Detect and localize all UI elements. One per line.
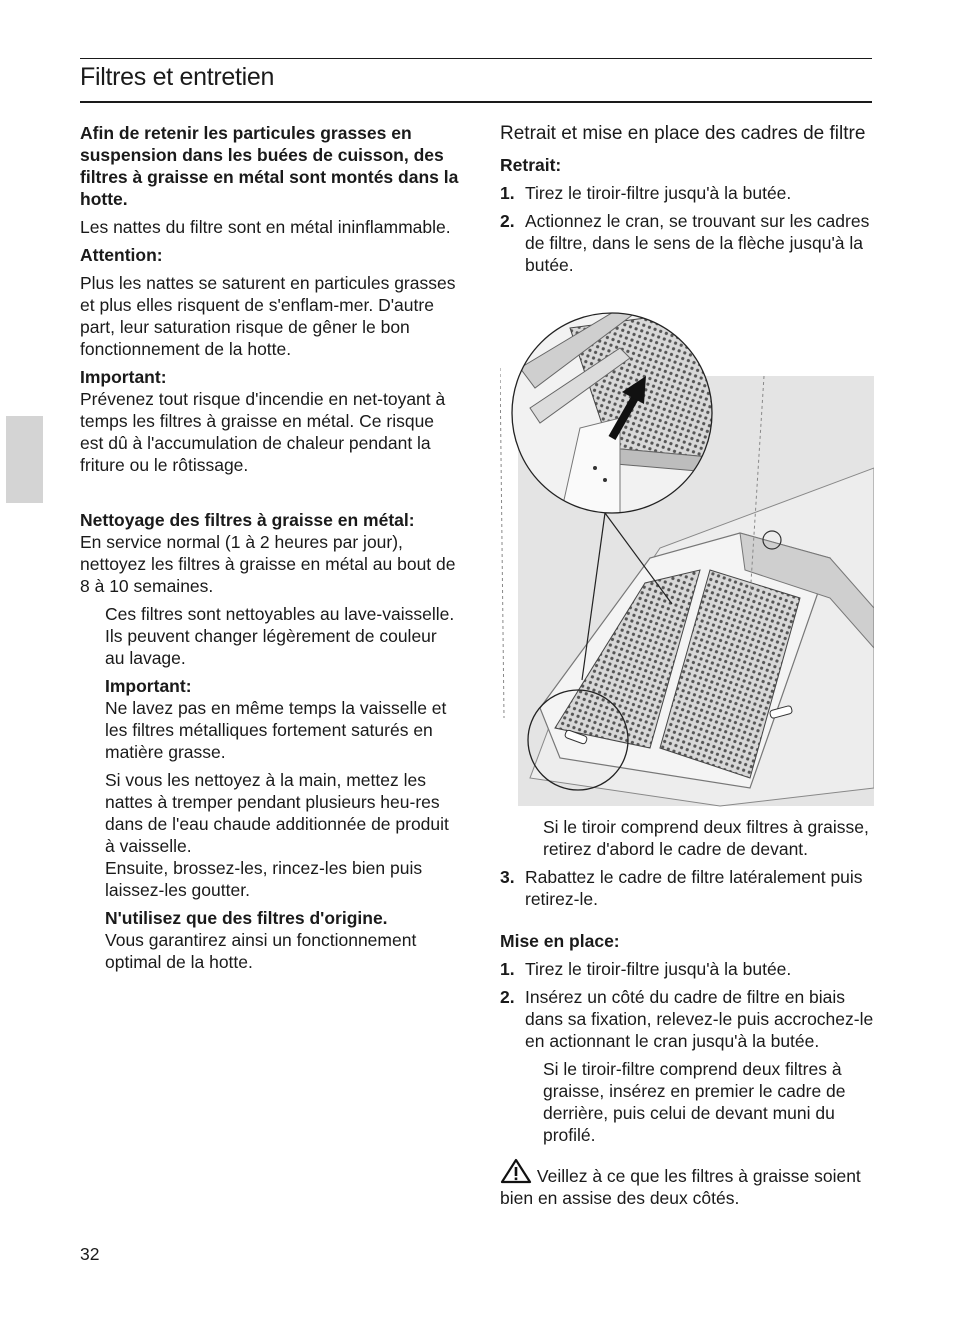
- filter-removal-illustration: [500, 308, 874, 810]
- right-column-lower: [500, 816, 875, 1209]
- removal-label: Retrait:: [500, 155, 562, 175]
- step-text: Tirez le tiroir-filtre jusqu'à la butée.: [525, 959, 792, 979]
- right-column: [500, 122, 875, 276]
- hand-wash-text: Si vous les nettoyez à la main, mettez les nattes à tremper pendant plusieurs heu-res dans de l'eau chaude additionnée de produit à vaisselle.: [105, 770, 449, 856]
- install-label: Mise en place:: [500, 931, 620, 951]
- page-number: 32: [80, 1244, 100, 1264]
- warning-paragraph: [500, 1158, 875, 1209]
- cleaning-text: En service normal (1 à 2 heures par jour), nettoyez les filtres à graisse en métal au bout de 8 à 10 semaines.: [80, 532, 456, 596]
- step-number: 2.: [500, 211, 515, 231]
- important-label: Important:: [80, 367, 167, 387]
- important-text: Prévenez tout risque d'incendie en net-toyant à temps les filtres à graisse en métal. Ce risque est dû à l'accumulation de chaleur pendant la friture ou le rôtissage.: [80, 389, 446, 475]
- hand-wash-rinse-text: Ensuite, brossez-les, rincez-les bien puis laissez-les goutter.: [105, 858, 423, 900]
- intro-text: Les nattes du filtre sont en métal ininflammable.: [80, 217, 451, 237]
- step-text: Rabattez le cadre de filtre latéralement puis retirez-le.: [525, 867, 863, 909]
- warning-text: Veillez à ce que les filtres à graisse soient bien en assise des deux côtés.: [500, 1166, 861, 1208]
- removal-note: Si le tiroir comprend deux filtres à graisse, retirez d'abord le cadre de devant.: [543, 817, 869, 859]
- dishwasher-text: Ces filtres sont nettoyables au lave-vaisselle.: [105, 604, 455, 624]
- original-filters-label: N'utilisez que des filtres d'origine.: [105, 908, 388, 928]
- install-note: Si le tiroir-filtre comprend deux filtres à graisse, insérez en premier le cadre de derrière, puis celui de devant muni du profilé.: [543, 1059, 846, 1145]
- original-filters-text: Vous garantirez ainsi un fonctionnement optimal de la hotte.: [105, 930, 417, 972]
- header-rule-bottom: [80, 101, 872, 103]
- step-text: Tirez le tiroir-filtre jusqu'à la butée.: [525, 183, 792, 203]
- cleaning-label: Nettoyage des filtres à graisse en métal:: [80, 510, 415, 530]
- page-title: Filtres et entretien: [80, 63, 275, 91]
- section-tab-marker: [6, 416, 43, 503]
- important-text-2: Ne lavez pas en même temps la vaisselle et les filtres métalliques fortement saturés en matière grasse.: [105, 698, 447, 762]
- install-step-1: [500, 958, 875, 980]
- header-rule-top: [80, 58, 872, 59]
- cleaning-details: [80, 603, 460, 973]
- dishwasher-color-text: Ils peuvent changer légèrement de couleur au lavage.: [105, 626, 437, 668]
- attention-text: Plus les nattes se saturent en particules grasses et plus elles risquent de s'enflam-mer. D'autre part, leur saturation risque de gêner le bon fonctionnement de la hotte.: [80, 273, 456, 359]
- step-number: 1.: [500, 183, 515, 203]
- left-column: [80, 122, 460, 973]
- step-number: 1.: [500, 959, 515, 979]
- warning-triangle-icon: [500, 1158, 532, 1184]
- step-number: 3.: [500, 867, 515, 887]
- step-text: Insérez un côté du cadre de filtre en biais dans sa fixation, relevez-le puis accrochez-le en actionnant le cran jusqu'à la butée.: [525, 987, 874, 1051]
- section-heading: Retrait et mise en place des cadres de filtre: [500, 123, 866, 144]
- intro-bold: Afin de retenir les particules grasses en suspension dans les buées de cuisson, des filtres à graisse en métal sont montés dans la hotte.: [80, 123, 459, 209]
- removal-step-1: [500, 182, 875, 204]
- step-text: Actionnez le cran, se trouvant sur les cadres de filtre, dans le sens de la flèche jusqu'à la butée.: [525, 211, 870, 275]
- important-label-2: Important:: [105, 676, 192, 696]
- removal-step-3: [500, 866, 875, 910]
- install-step-2: [500, 986, 875, 1052]
- attention-label: Attention:: [80, 245, 163, 265]
- step-number: 2.: [500, 987, 515, 1007]
- removal-step-2: [500, 210, 875, 276]
